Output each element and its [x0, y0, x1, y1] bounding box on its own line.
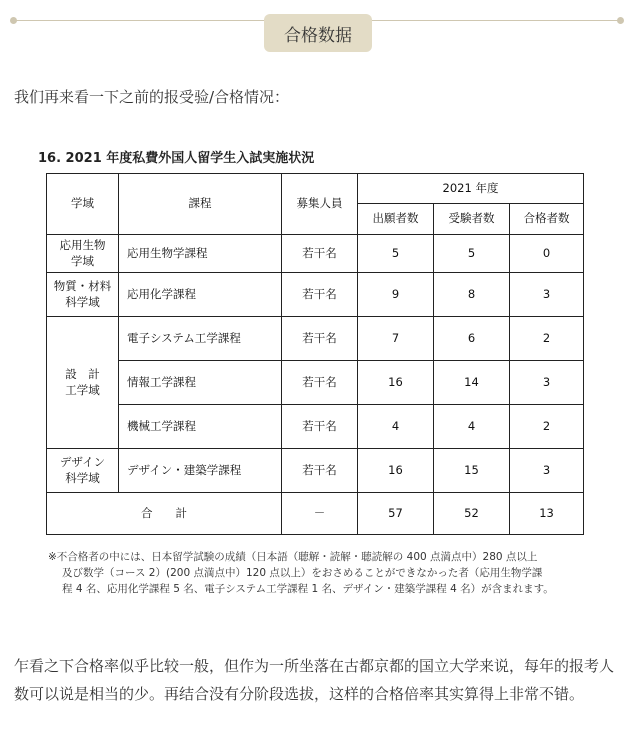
section-title-badge — [264, 14, 372, 52]
passed-cell: 0 — [510, 235, 584, 273]
field-cell-line: 設 計 — [65, 366, 100, 381]
field-cell — [47, 273, 119, 317]
field-cell-line: 工学域 — [65, 382, 100, 397]
total-applicants: 57 — [358, 493, 434, 535]
table-title: 16. 2021 年度私費外国人留学生入試実施状況 — [38, 151, 315, 166]
examinees-cell: 6 — [434, 317, 510, 361]
quota-cell: 若干名 — [282, 235, 358, 273]
table-row — [47, 273, 584, 317]
course-cell: 電子システム工学課程 — [119, 317, 282, 361]
field-cell — [47, 317, 119, 449]
passed-cell: 3 — [510, 361, 584, 405]
intro-paragraph: 我们再来看一下之前的报受验/合格情况： — [14, 88, 290, 106]
course-cell: 応用生物学課程 — [119, 235, 282, 273]
total-quota: － — [282, 493, 358, 535]
header-passed: 合格者数 — [510, 204, 584, 235]
applicants-cell: 16 — [358, 361, 434, 405]
conclusion-paragraph: 乍看之下合格率似乎比较一般，但作为一所坐落在古都京都的国立大学来说，每年的报考人数可以说是相当的少。再结合没有分阶段选拔，这样的合格倍率其实算得上非常不错。 — [14, 657, 615, 703]
examinees-cell: 15 — [434, 449, 510, 493]
quota-cell: 若干名 — [282, 361, 358, 405]
table-row — [47, 361, 584, 405]
quota-cell: 若干名 — [282, 405, 358, 449]
passed-cell: 3 — [510, 449, 584, 493]
quota-cell: 若干名 — [282, 273, 358, 317]
admission-table — [46, 173, 584, 535]
course-cell: 機械工学課程 — [119, 405, 282, 449]
field-cell-line: 学域 — [71, 253, 94, 268]
field-cell-line: デザイン — [59, 454, 106, 469]
table-row — [47, 317, 584, 361]
course-cell: デザイン・建築学課程 — [119, 449, 282, 493]
passed-cell: 2 — [510, 405, 584, 449]
table-row — [47, 449, 584, 493]
section-title: 合格数据 — [284, 25, 352, 46]
field-cell — [47, 449, 119, 493]
examinees-cell: 8 — [434, 273, 510, 317]
header-examinees: 受験者数 — [434, 204, 510, 235]
course-cell: 情報工学課程 — [119, 361, 282, 405]
table-row — [47, 235, 584, 273]
applicants-cell: 7 — [358, 317, 434, 361]
course-cell: 応用化学課程 — [119, 273, 282, 317]
table-header-row — [47, 174, 584, 204]
total-passed: 13 — [510, 493, 584, 535]
footnote-line-3: 程 4 名、応用化学課程 5 名、電子システム工学課程 1 名、デザイン・建築学課程 4 名）が含まれます。 — [62, 583, 554, 595]
examinees-cell: 5 — [434, 235, 510, 273]
header-right-rule — [372, 20, 620, 21]
total-label: 合 計 — [47, 493, 282, 535]
quota-cell: 若干名 — [282, 449, 358, 493]
field-cell-line: 物質・材料 — [53, 278, 112, 293]
footnote-line-2: 及び数学（コース 2）(200 点満点中）120 点以上）をおさめることができなかった者（応用生物学課 — [62, 567, 543, 579]
header-applicants: 出願者数 — [358, 204, 434, 235]
field-cell-line: 科学域 — [65, 470, 100, 485]
quota-cell: 若干名 — [282, 317, 358, 361]
total-examinees: 52 — [434, 493, 510, 535]
field-cell — [47, 235, 119, 273]
applicants-cell: 4 — [358, 405, 434, 449]
header-course: 課程 — [119, 174, 282, 235]
header-field: 学域 — [47, 174, 119, 235]
header-year: 2021 年度 — [358, 174, 584, 204]
footnote-line-1: ※不合格者の中には、日本留学試験の成績（日本語（聴解・読解・聴読解の 400 点満点中）280 点以上 — [48, 551, 538, 563]
table-row — [47, 405, 584, 449]
passed-cell: 2 — [510, 317, 584, 361]
footnote — [48, 549, 618, 597]
applicants-cell: 9 — [358, 273, 434, 317]
field-cell-line: 応用生物 — [59, 237, 106, 252]
header-quota: 募集人員 — [282, 174, 358, 235]
examinees-cell: 14 — [434, 361, 510, 405]
field-cell-line: 科学域 — [65, 294, 100, 309]
applicants-cell: 16 — [358, 449, 434, 493]
header-right-dot — [617, 17, 624, 24]
passed-cell: 3 — [510, 273, 584, 317]
applicants-cell: 5 — [358, 235, 434, 273]
total-row — [47, 493, 584, 535]
header-left-rule — [14, 20, 264, 21]
examinees-cell: 4 — [434, 405, 510, 449]
